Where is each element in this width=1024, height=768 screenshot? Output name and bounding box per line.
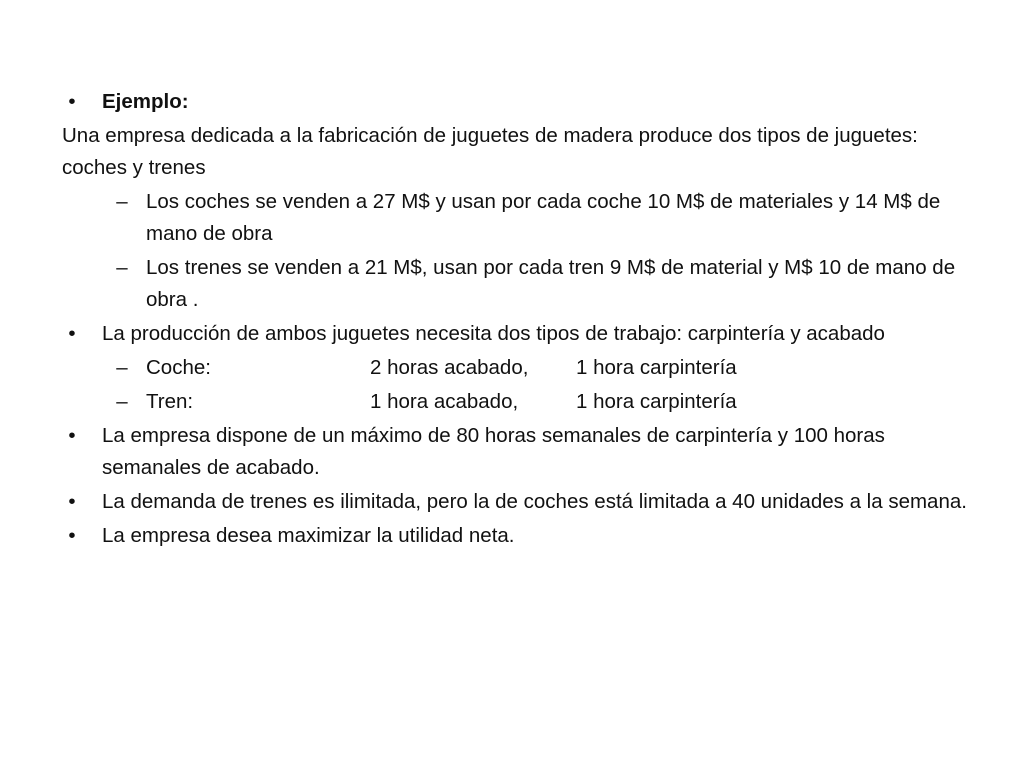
dash-marker: – — [116, 190, 128, 213]
bullet-item — [62, 520, 982, 552]
sub-bullet-text: Los coches se venden a 27 M$ y usan por cada coche 10 M$ de materiales y 14 M$ de mano de obra — [146, 190, 941, 245]
bullet-text: La demanda de trenes es ilimitada, pero la de coches está limitada a 40 unidades a la semana. — [102, 490, 967, 513]
bullet-marker: • — [68, 424, 76, 447]
slide-content — [62, 84, 982, 552]
bullet-text: La producción de ambos juguetes necesita dos tipos de trabajo: carpintería y acabado — [102, 322, 885, 345]
hours-carpinteria: 1 hora carpintería — [576, 390, 737, 413]
bullet-text: La empresa dispone de un máximo de 80 horas semanales de carpintería y 100 horas semanales de acabado. — [102, 424, 885, 479]
dash-marker: – — [116, 356, 128, 379]
bullet-item — [62, 486, 982, 518]
hours-row-tren — [62, 386, 982, 418]
bullet-item — [62, 318, 982, 350]
heading-row — [62, 86, 982, 118]
hours-item-label: Tren: — [146, 390, 194, 413]
bullet-text: La empresa desea maximizar la utilidad neta. — [102, 524, 515, 547]
dash-marker: – — [116, 390, 128, 413]
sub-bullet-item — [62, 186, 982, 250]
hours-acabado: 2 horas acabado, — [370, 356, 529, 379]
hours-item-label: Coche: — [146, 356, 211, 379]
hours-row-coche — [62, 352, 982, 384]
dash-marker: – — [116, 256, 128, 279]
slide-heading: Ejemplo: — [102, 90, 189, 113]
hours-carpinteria: 1 hora carpintería — [576, 356, 737, 379]
bullet-marker: • — [68, 490, 76, 513]
bullet-item — [62, 420, 982, 484]
intro-paragraph: Una empresa dedicada a la fabricación de juguetes de madera produce dos tipos de juguetes: coches y trenes — [62, 124, 918, 179]
sub-bullet-item — [62, 252, 982, 316]
hours-acabado: 1 hora acabado, — [370, 390, 519, 413]
sub-bullet-text: Los trenes se venden a 21 M$, usan por cada tren 9 M$ de material y M$ 10 de mano de obra . — [146, 256, 956, 311]
bullet-marker: • — [68, 322, 76, 345]
bullet-marker: • — [68, 524, 76, 547]
bullet-marker: • — [68, 90, 76, 113]
